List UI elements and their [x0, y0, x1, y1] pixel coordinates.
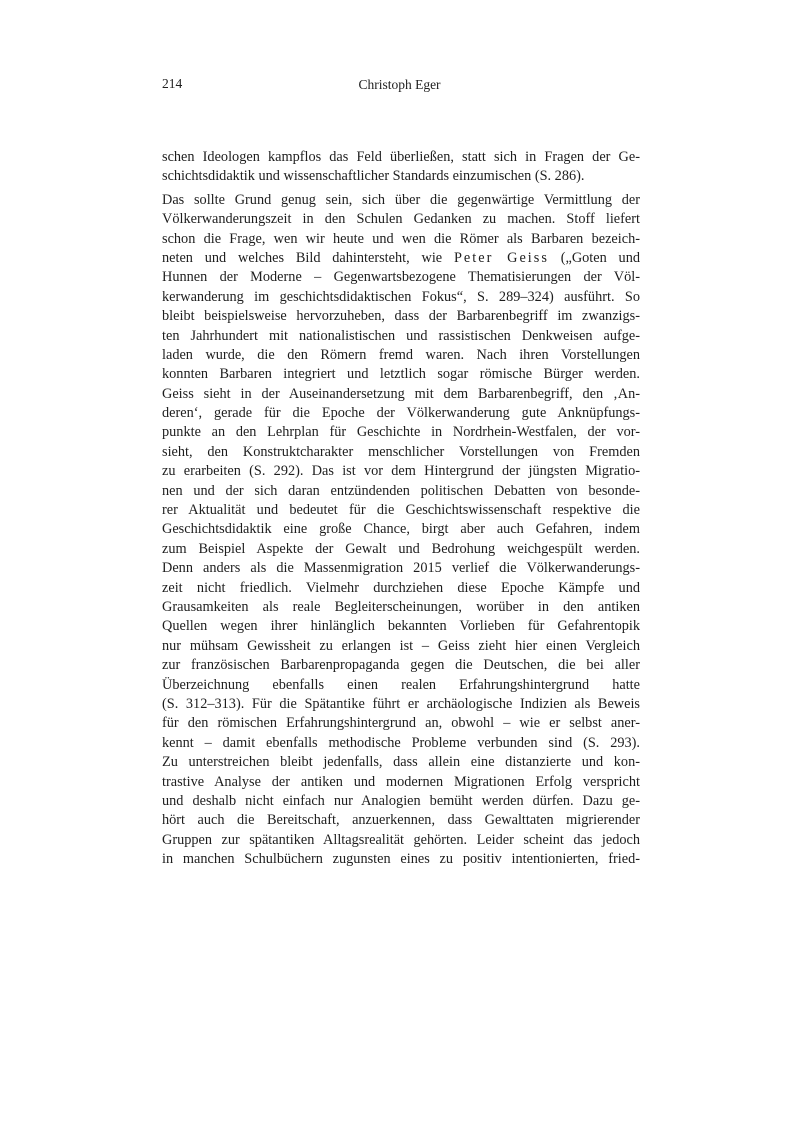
text-line: konnten Barbaren integriert und letztlich sogar römische Bürger werden. [162, 366, 640, 383]
text-line: rer Aktualität und bedeutet für die Geschichtswissenschaft respektive die [162, 502, 640, 519]
text-line: laden wurde, die den Römern fremd waren. Nach ihren Vorstellungen [162, 346, 640, 363]
body-text [162, 148, 640, 873]
text-line: ten Jahrhundert mit nationalistischen und rassistischen Denkweisen aufge- [162, 327, 640, 344]
text-line: sieht, den Konstruktcharakter menschlicher Vorstellungen von Fremden [162, 443, 640, 460]
text-line: Hunnen der Moderne – Gegenwartsbezogene Thematisierungen der Völ- [162, 269, 640, 286]
page-number: 214 [162, 76, 183, 91]
text-line: hört auch die Bereitschaft, anzuerkennen, dass Gewalttaten migrierender [162, 812, 640, 829]
text-line: schichtsdidaktik und wissenschaftlicher Standards einzumischen (S. 286). [162, 168, 585, 185]
text-line: kerwanderung im geschichtsdidaktischen Fokus“, S. 289–324) ausführt. So [162, 288, 640, 305]
text-line: nen und der sich daran entzündenden politischen Debatten von besonde- [162, 482, 640, 499]
running-head-author: Christoph Eger [358, 77, 441, 92]
text-line: Grausamkeiten als reale Begleiterscheinungen, worüber in den antiken [162, 598, 640, 615]
text-line: punkte an den Lehrplan für Geschichte in Nordrhein-Westfalen, der vor- [162, 424, 640, 441]
text-line: trastive Analyse der antiken und modernen Migrationen Erfolg verspricht [162, 773, 640, 790]
text-segment: neten und welches Bild dahintersteht, wie [162, 249, 454, 266]
author-name: Peter Geiss [453, 249, 549, 266]
text-line [162, 249, 640, 268]
text-line: Denn anders als die Massenmigration 2015 verlief die Völkerwanderungs- [162, 560, 640, 577]
text-line: (S. 312–313). Für die Spätantike führt er archäologische Indizien als Beweis [162, 695, 640, 712]
text-line: zur französischen Barbarenpropaganda gegen die Deutschen, die bei aller [162, 657, 640, 674]
text-line: Gruppen zur spätantiken Alltagsrealität gehörten. Leider scheint das jedoch [162, 831, 640, 848]
text-line: Geiss sieht in der Auseinandersetzung mit dem Barbarenbegriff, den ‚An- [162, 385, 640, 402]
text-line: nur mühsam Gewissheit zu erlangen ist – Geiss zieht hier einen Vergleich [162, 637, 640, 654]
text-line: zum Beispiel Aspekte der Gewalt und Bedrohung weichgespült werden. [162, 540, 640, 557]
text-line: bleibt beispielsweise hervorzuheben, dass der Barbarenbegriff im zwanzigs- [162, 308, 640, 325]
text-line: Zu unterstreichen bleibt jedenfalls, dass allein eine distanzierte und kon- [162, 754, 640, 771]
text-line: schon die Frage, wen wir heute und wen die Römer als Barbaren bezeich- [162, 230, 640, 247]
text-line: Völkerwanderungszeit in den Schulen Gedanken zu machen. Stoff liefert [162, 211, 640, 228]
text-line: und deshalb nicht einfach nur Analogien bemüht werden dürfen. Dazu ge- [162, 792, 640, 809]
paragraph [162, 148, 640, 187]
text-line: schen Ideologen kampflos das Feld überließen, statt sich in Fragen der Ge- [162, 149, 640, 165]
paragraph [162, 191, 640, 870]
text-line: deren‘, gerade für die Epoche der Völkerwanderung gute Anknüpfungs- [162, 405, 640, 422]
text-line: kennt – damit ebenfalls methodische Probleme verbunden sind (S. 293). [162, 734, 640, 751]
text-line: in manchen Schulbüchern zugunsten eines zu positiv intentionierten, fried- [162, 851, 640, 868]
text-segment: („Goten und [548, 249, 640, 266]
text-line: Quellen wegen ihrer hinlänglich bekannten Vorlieben für Gefahrentopik [162, 618, 640, 635]
text-line: zu erarbeiten (S. 292). Das ist vor dem Hintergrund der jüngsten Migratio- [162, 463, 640, 480]
text-line: Das sollte Grund genug sein, sich über die gegenwärtige Vermittlung der [162, 191, 640, 208]
text-line: Geschichtsdidaktik eine große Chance, birgt aber auch Gefahren, indem [162, 521, 640, 538]
text-line: Überzeichnung ebenfalls einen realen Erfahrungshintergrund hatte [162, 676, 640, 693]
text-line: zeit nicht friedlich. Vielmehr durchziehen diese Epoche Kämpfe und [162, 579, 640, 596]
text-line: für den römischen Erfahrungshintergrund an, obwohl – wie er selbst aner- [162, 715, 640, 732]
